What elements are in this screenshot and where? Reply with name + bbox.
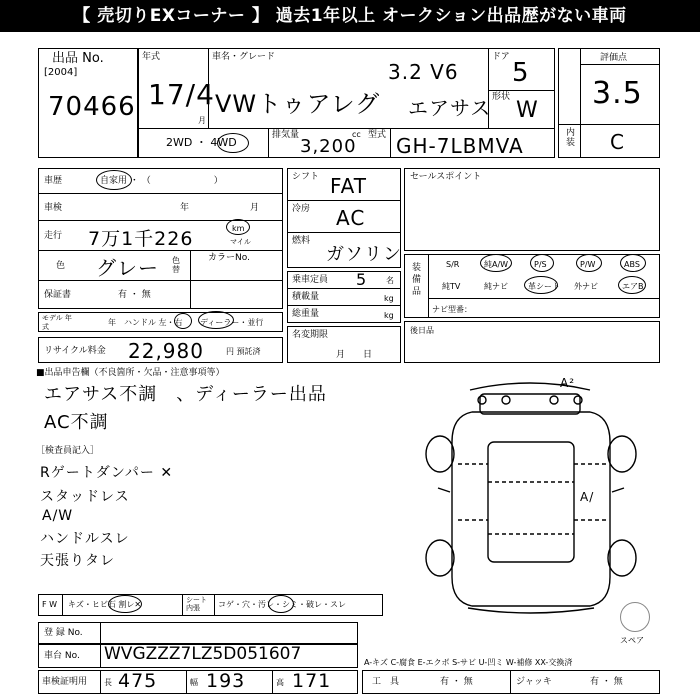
equip-sr: S/R [446, 260, 460, 269]
history-label: 車歴 [44, 176, 63, 186]
lot-label: 出品 No. [52, 51, 104, 66]
year-suffix: 月 [198, 116, 206, 125]
model-value: GH-7LBMVA [396, 134, 524, 158]
chassis-label: 車台 No. [44, 651, 80, 661]
capacity-value: 5 [356, 270, 368, 289]
capacity-label: 乗車定員 [292, 275, 329, 285]
displacement-value: 3,200 [300, 136, 357, 157]
inspector-line-5: 天張りタレ [40, 553, 115, 569]
interior-label: 内装 [566, 128, 576, 148]
inspector-line-1: Rゲートダンパー ✕ [40, 465, 174, 481]
jack-label: ジャッキ [516, 677, 552, 687]
equip-label: 装備品 [412, 263, 422, 297]
damage-codes-legend: A-キズ C-腐食 E-エクボ S-サビ U-凹ミ W-補修 XX-交換済 [364, 658, 573, 667]
equip-aw: 純A/W [484, 260, 509, 269]
reg-row [38, 622, 358, 644]
doors-value: 5 [512, 58, 530, 88]
equip-abs: ABS [624, 260, 640, 269]
inspection-month: 月 [250, 203, 260, 213]
shape-label: 形状 [492, 92, 511, 102]
name-change-unit: 月 日 [336, 350, 373, 360]
handle-label: ハンドル 左・右 [124, 318, 183, 327]
notes-line1: エアサス不調 、ディーラー出品 [44, 384, 327, 405]
inspector-line-2: スタッドレス [40, 489, 130, 505]
cert-label: 車検証明用 [42, 677, 88, 687]
inspector-line-3: A/W [42, 508, 74, 524]
equip-ps: P/S [534, 260, 547, 269]
shape-value: W [516, 98, 539, 123]
weight-unit: kg [384, 311, 394, 320]
year-value: 17/4 [148, 78, 215, 111]
mileage-label: 走行 [44, 231, 63, 241]
equip-pw-circle [576, 254, 602, 272]
sales-title: セールスポイント [410, 172, 482, 182]
inspector-title: ［検査員記入］ [36, 446, 100, 456]
fuel-value: ガソリン [326, 244, 402, 265]
fw-chip-circle [108, 595, 142, 613]
equip-leather: 革シート [528, 282, 560, 291]
interior-value: C [610, 130, 625, 154]
name-label: 車名・グレード [212, 52, 276, 62]
shift-value: FAT [330, 174, 368, 198]
damage-mark-a2: A² [560, 376, 576, 390]
fw-label: F W [42, 600, 58, 609]
notes-line2: AC不調 [44, 412, 109, 433]
car-diagram [410, 372, 655, 620]
reg-label: 登 録 No. [44, 628, 83, 638]
warranty-value: 有 ・ 無 [118, 290, 151, 300]
length-value: 475 [118, 670, 158, 692]
recycle-label: リサイクル料金 [44, 346, 106, 356]
warranty-label: 保証書 [44, 290, 72, 300]
model-year-unit: 年 [108, 318, 116, 327]
displacement-label: 排気量 [272, 130, 300, 140]
score-label: 評価点 [600, 53, 628, 63]
weight-label: 総重量 [292, 309, 320, 319]
mileage-value: 7万1千226 [88, 228, 194, 250]
drive-label: 2WD ・ 4WD [166, 136, 237, 149]
color-value: グレー [96, 256, 159, 280]
shift-label: シフト [292, 172, 320, 182]
color-label: 色 [56, 261, 66, 271]
history-options: 自家用 ・ （ ） [100, 176, 223, 186]
score-value: 3.5 [592, 76, 643, 111]
mileage-km: km [232, 224, 245, 233]
recycle-unit: 円 預託済 [226, 347, 261, 356]
cooler-label: 冷房 [292, 204, 311, 214]
recycle-value: 22,980 [128, 339, 204, 363]
grade-sub: エアサス [408, 96, 492, 120]
cc-unit: cc [352, 130, 361, 139]
seat-label: シート 内張 [186, 596, 207, 612]
seat-stain-circle [268, 595, 294, 613]
lot-year-tag: [2004] [44, 67, 78, 78]
equip-abs-circle [620, 254, 646, 272]
km-circle [226, 219, 250, 235]
lot-number: 70466 [48, 92, 136, 122]
mileage-mile: マイル [230, 238, 251, 246]
drive-4wd-circle [217, 133, 249, 153]
equip-navi: 純ナビ [484, 282, 508, 291]
inspector-line-4: ハンドルスレ [40, 531, 130, 547]
grade-value: 3.2 V6 [388, 60, 459, 84]
dealer-circle [198, 311, 234, 329]
tools-label: 工 具 [372, 677, 400, 687]
inspection-label: 車検 [44, 203, 63, 213]
fw-items: キズ・ヒビ石 割レ✕ [68, 600, 142, 609]
height-value: 171 [292, 670, 332, 692]
import-label: ディーラー・並行 [200, 318, 264, 327]
equip-pw: P/W [580, 260, 596, 269]
jack-value: 有 ・ 無 [590, 677, 623, 687]
seat-items: コゲ・穴・汚レ・シミ・破レ・スレ [218, 600, 346, 609]
name-change-label: 名変期限 [292, 330, 329, 340]
equip-airbag-circle [618, 276, 646, 294]
equip-tv: 純TV [442, 282, 461, 291]
length-unit: 長 [104, 678, 112, 687]
equip-airbag: エアB [622, 282, 644, 291]
height-unit: 高 [276, 678, 284, 687]
later-box [404, 321, 660, 363]
color-no-label: カラーNo. [208, 253, 250, 263]
cooler-value: AC [336, 206, 366, 230]
spare-tire-icon [620, 602, 650, 632]
car-name: VWトゥアレグ [215, 90, 381, 118]
width-unit: 幅 [190, 678, 198, 687]
history-circle [96, 170, 132, 190]
notes-title: ■出品申告欄（不良箇所・欠品・注意事項等） [36, 368, 225, 378]
fuel-label: 燃料 [292, 236, 311, 246]
model-year-label: モデル 年式 [42, 314, 72, 331]
equip-ext-navi: 外ナビ [574, 282, 598, 291]
year-label: 年式 [142, 52, 161, 62]
load-label: 積載量 [292, 292, 320, 302]
capacity-unit: 名 [386, 276, 394, 285]
color-change: 色替 [172, 256, 180, 274]
tools-value: 有 ・ 無 [440, 677, 473, 687]
equip-aw-circle [480, 254, 512, 272]
handle-circle [174, 313, 192, 329]
later-label: 後日品 [410, 326, 434, 335]
inspection-year: 年 [180, 203, 190, 213]
navi-label: ナビ型番： [432, 305, 472, 314]
load-unit: kg [384, 294, 394, 303]
width-value: 193 [206, 670, 246, 692]
model-label: 型式 [368, 130, 387, 140]
equip-leather-circle [524, 276, 558, 294]
equip-ps-circle [530, 254, 554, 272]
banner-title: 【 売切りEXコーナー 】 過去1年以上 オークション出品歴がない車両 [0, 0, 700, 32]
spare-label: スペア [620, 636, 644, 645]
doors-label: ドア [492, 52, 510, 62]
damage-mark-a1: A/ [580, 490, 595, 504]
chassis-value: WVGZZZ7LZ5D051607 [104, 644, 302, 664]
